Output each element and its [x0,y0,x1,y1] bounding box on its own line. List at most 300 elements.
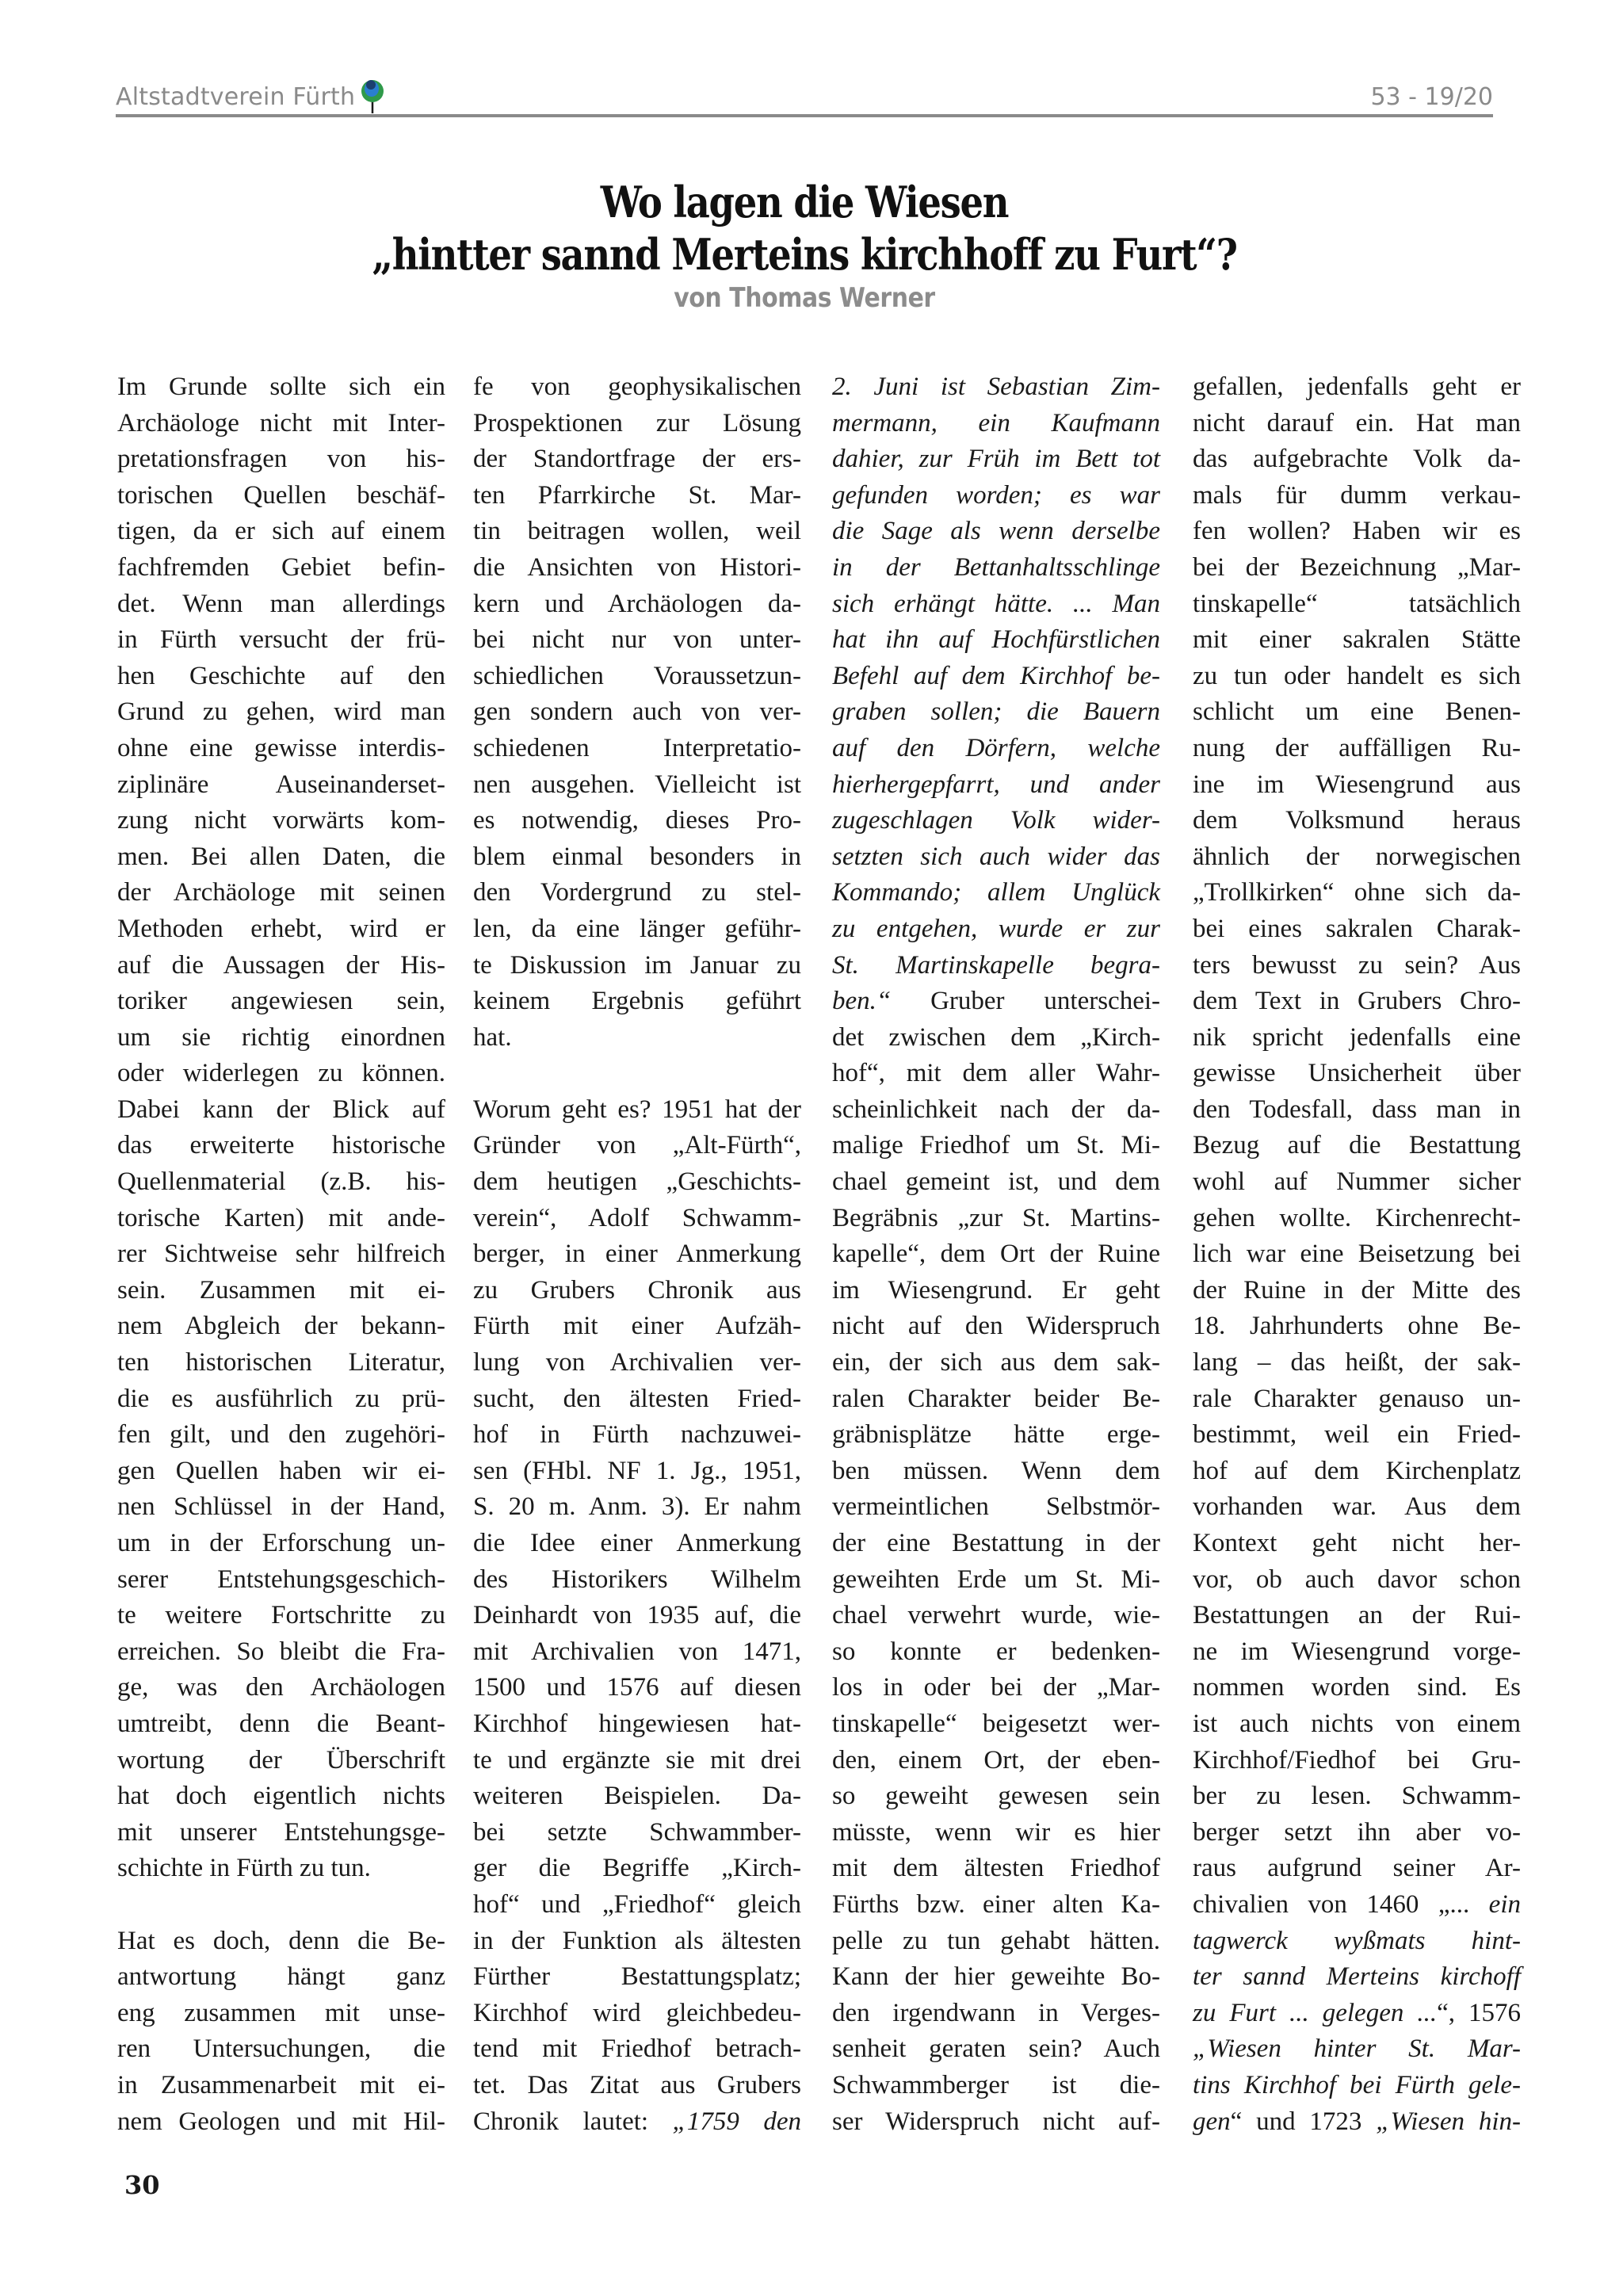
body-text: „Trollkirken“ ohne sich da- [1193,878,1521,907]
body-text: fe von geophysikalischen [473,372,801,401]
body-text: erreichen. So bleibt die Fra- [117,1637,445,1666]
body-text: gehen wollte. Kirchenrecht- [1193,1203,1521,1232]
text-line [473,2068,801,2104]
body-text: gen sondern auch von ver- [473,697,801,727]
body-text: müsste, wenn wir es hier [832,1817,1160,1847]
text-line [473,875,801,911]
body-text: geweihten Erde um St. Mi- [832,1564,1160,1594]
body-text: los in oder bei der „Mar- [832,1673,1160,1702]
text-line [473,1273,801,1309]
text-line [1193,1308,1521,1345]
quote-text: ter sannd Merteins kirchoff [1193,1962,1521,1992]
body-text: Grund zu gehen, wird man [117,697,445,727]
body-text: zu tun oder handelt es sich [1193,661,1521,690]
body-text: antwortung hängt ganz [117,1962,445,1992]
text-line [117,948,445,984]
body-text: berger setzt ihn aber vo- [1193,1817,1521,1847]
body-text: Chronik lautet: [473,2107,673,2136]
text-line [117,659,445,695]
body-text: in Fürth versucht der frü- [117,625,445,655]
text-line [473,550,801,586]
body-text: torische Karten) mit ande- [117,1203,445,1232]
body-text: scheinlichkeit nach der da- [832,1095,1160,1124]
text-line [473,586,801,623]
body-text: Quellenmaterial (z.B. his- [117,1167,445,1197]
body-text: das aufgebrachte Volk da- [1193,445,1521,474]
text-line [1193,1670,1521,1706]
quote-text: in der Bettanhaltsschlinge [832,552,1160,582]
quote-text: zugeschlagen Volk wider- [832,806,1160,835]
body-text: der Ruine in der Mitte des [1193,1275,1521,1305]
quote-text: die Sage als wenn derselbe [832,517,1160,546]
text-line [832,1381,1160,1418]
body-text: rer Sichtweise sehr hilfreich [117,1240,445,1269]
quote-text: St. Martinskapelle begra- [832,950,1160,980]
body-text: nicht darauf ein. Hat man [1193,408,1521,437]
text-line [117,1562,445,1599]
text-line [1193,622,1521,659]
body-text: serer Entstehungsgeschich- [117,1564,445,1594]
quote-text: zu entgehen, wurde er zur [832,914,1160,943]
body-text: lung von Archivalien ver- [473,1348,801,1377]
quote-text: graben sollen; die Bauern [832,697,1160,727]
text-line [832,1345,1160,1381]
text-line [832,803,1160,839]
text-line [473,1128,801,1164]
quote-text: hat ihn auf Hochfürstlichen [832,625,1160,655]
text-line [473,1924,801,1960]
body-text: bei eines sakralen Charak- [1193,914,1521,943]
body-text: Begräbnis „zur St. Martins- [832,1203,1160,1232]
text-line [117,586,445,623]
text-line [832,984,1160,1020]
quote-text: 2. Juni ist Sebastian Zim- [832,372,1160,401]
text-line [117,2104,445,2141]
running-header [116,70,1493,117]
text-line [1193,875,1521,911]
body-text: um sie richtig einordnen [117,1022,445,1052]
text-line [1193,1562,1521,1599]
text-line [1193,1381,1521,1418]
body-text: in Zusammenarbeit mit ei- [117,2070,445,2099]
body-text: dem Volksmund heraus [1193,806,1521,835]
body-text: dem Text in Grubers Chro- [1193,987,1521,1016]
text-line [832,1308,1160,1345]
text-line [117,1670,445,1706]
quote-text: auf den Dörfern, welche [832,733,1160,762]
body-text: Fürth mit einer Aufzäh- [473,1312,801,1341]
body-text: die Idee einer Anmerkung [473,1529,801,1557]
text-line [473,1634,801,1671]
text-line [117,1236,445,1273]
text-line [832,478,1160,514]
body-text: Bestattungen an der Rui- [1193,1601,1521,1630]
body-text: wortung der Überschrift [117,1745,445,1775]
text-line [473,731,801,767]
body-text: auf die Aussagen der His- [117,950,445,980]
text-line [1193,911,1521,948]
body-text: Kirchhof wird gleichbedeu- [473,1998,801,2027]
quote-text: ein [1488,1889,1521,1919]
text-column-2 [473,369,801,2140]
text-line [832,1056,1160,1092]
body-text: rale Charakter genauso un- [1193,1384,1521,1413]
body-text: hof“, mit dem aller Wahr- [832,1059,1160,1088]
body-text: tinskapelle“ beigesetzt wer- [832,1709,1160,1738]
body-text: nen ausgehen. Vielleicht ist [473,770,801,799]
text-line [1193,1598,1521,1634]
body-text: schiedenen Interpretatio- [473,733,801,762]
body-text: hen Geschichte auf den [117,661,445,690]
text-line [832,1236,1160,1273]
body-text: Im Grunde sollte sich ein [117,372,445,401]
text-line [473,1092,801,1129]
body-text: “, 1576 [1437,1998,1522,2027]
text-column-3 [832,369,1160,2140]
text-line [1193,550,1521,586]
body-text: 1500 und 1576 auf diesen [473,1673,801,1702]
text-line [117,1778,445,1815]
text-line [473,767,801,804]
body-text: lich war eine Beisetzung bei [1193,1240,1521,1269]
text-line [117,1706,445,1743]
body-text: tet. Das Zitat aus Grubers [473,2070,801,2099]
body-text: det. Wenn man allerdings [117,589,445,618]
text-line [1193,1634,1521,1671]
body-text: ne im Wiesengrund vorge- [1193,1637,1521,1666]
body-text: gräbnisplätze hätte erge- [832,1420,1160,1450]
text-line [117,1417,445,1454]
body-text: ohne eine gewisse interdis- [117,733,445,762]
body-text: bei der Bezeichnung „Mar- [1193,552,1521,582]
text-line [117,1815,445,1851]
text-column-1 [117,369,445,2140]
text-line [832,1164,1160,1201]
issue-number: 53 - 19/20 [1370,83,1493,111]
body-text: te Diskussion im Januar zu [473,950,801,980]
body-text: Schwammberger ist die- [832,2070,1160,2099]
body-text: Fürths bzw. einer alten Ka- [832,1889,1160,1919]
text-line [473,1851,801,1887]
text-line [473,839,801,876]
text-line [832,1454,1160,1490]
text-line [832,514,1160,550]
body-text: hat. [473,1022,512,1052]
text-line [117,911,445,948]
body-text: fen gilt, und den zugehöri- [117,1420,445,1450]
text-line [473,1670,801,1706]
quote-text: sich erhängt hätte. ... Man [832,589,1160,618]
text-line [1193,2068,1521,2104]
text-line [1193,1959,1521,1996]
body-text: nicht auf den Widerspruch [832,1312,1160,1341]
body-text: den Vordergrund zu stel- [473,878,801,907]
body-text: ähnlich der norwegischen [1193,842,1521,871]
text-line [473,1887,801,1924]
text-line [473,1706,801,1743]
body-text: Fürther Bestattungsplatz; [473,1962,801,1992]
text-line [473,1201,801,1237]
text-column-4 [1193,369,1521,2140]
text-line [117,1308,445,1345]
body-text: ein, der sich aus dem sak- [832,1348,1160,1377]
text-line [832,1778,1160,1815]
text-line [1193,1201,1521,1237]
body-text: raus aufgrund seiner Ar- [1193,1854,1521,1883]
text-line [1193,1345,1521,1381]
text-line [832,1128,1160,1164]
text-line [117,478,445,514]
body-text: gen Quellen haben wir ei- [117,1456,445,1485]
text-line [117,1851,445,1887]
body-text: te weitere Fortschritte zu [117,1601,445,1630]
body-text: mit unserer Entstehungsge- [117,1817,445,1847]
body-text: ist auch nichts von einem [1193,1709,1521,1738]
body-text: tigen, da er sich auf einem [117,517,445,546]
text-line [473,1308,801,1345]
body-text: ren Untersuchungen, die [117,2034,445,2064]
body-text: ziplinäre Auseinanderset- [117,770,445,799]
text-line [1193,586,1521,623]
text-line [1193,1887,1521,1924]
body-text: Bezug auf die Bestattung [1193,1131,1521,1160]
text-line [1193,441,1521,478]
text-line [473,1959,801,1996]
body-text: Archäologe nicht mit Inter- [117,408,445,437]
body-text: toriker angewiesen sein, [117,987,445,1016]
text-line [832,1526,1160,1562]
text-line [473,2104,801,2141]
text-line [117,767,445,804]
text-line [1193,694,1521,731]
text-line [473,984,801,1020]
body-text: vorhanden war. Aus dem [1193,1492,1521,1522]
text-line [832,911,1160,948]
body-text: nung der auffälligen Ru- [1193,733,1521,762]
text-line [473,1526,801,1562]
text-line [117,1924,445,1960]
body-text: ten Pfarrkirche St. Mar- [473,480,801,510]
text-line [1193,1743,1521,1779]
body-text: kapelle“, dem Ort der Ruine [832,1240,1160,1269]
body-text: nik spricht jedenfalls eine [1193,1022,1521,1052]
quote-text: Kommando; allem Unglück [832,878,1160,907]
text-line [832,948,1160,984]
body-text: senheit geraten sein? Auch [832,2034,1160,2064]
text-line [832,1417,1160,1454]
text-line [832,1489,1160,1526]
body-text: im Wiesengrund. Er geht [832,1275,1160,1305]
paragraph-gap [117,1887,445,1924]
body-text: ten historischen Literatur, [117,1348,445,1377]
body-text: Prospektionen zur Lösung [473,408,801,437]
text-line [832,1634,1160,1671]
text-line [117,1454,445,1490]
quote-text: gefunden worden; es war [832,480,1160,510]
text-line [473,622,801,659]
quote-text: tagwerck wyßmats hint- [1193,1926,1521,1955]
body-text: ters bewusst zu sein? Aus [1193,950,1521,980]
body-text: zu Grubers Chronik aus [473,1275,801,1305]
body-text: ine im Wiesengrund aus [1193,770,1521,799]
text-line [473,1164,801,1201]
article-author: von Thomas Werner [674,282,935,314]
body-text: ber zu lesen. Schwamm- [1193,1782,1521,1811]
text-line [832,767,1160,804]
text-line [473,1598,801,1634]
text-line [1193,767,1521,804]
publication-label: Altstadtverein Fürth [116,83,356,111]
text-line [1193,1851,1521,1887]
text-line [832,1670,1160,1706]
body-text: 18. Jahrhunderts ohne Be- [1193,1312,1521,1341]
body-text: Dabei kann der Blick auf [117,1095,445,1124]
text-line [832,839,1160,876]
text-line [1193,948,1521,984]
body-text: det zwischen dem „Kirch- [832,1022,1160,1052]
text-line [117,2031,445,2068]
quote-text: ben.“ [832,987,892,1016]
text-line [1193,803,1521,839]
text-line [1193,1996,1521,2032]
text-line [473,948,801,984]
text-line [473,514,801,550]
body-text: blem einmal besonders in [473,842,801,871]
text-line [473,694,801,731]
body-text: nen Schlüssel in der Hand, [117,1492,445,1522]
body-text: Deinhardt von 1935 auf, die [473,1601,801,1630]
body-text: Gruber unterschei- [891,987,1160,1016]
article-title-line-1: Wo lagen die Wiesen [600,177,1009,227]
body-text: Methoden erhebt, wird er [117,914,445,943]
text-line [832,2031,1160,2068]
body-text: der Archäologe mit seinen [117,878,445,907]
body-text: so konnte er bedenken- [832,1637,1160,1666]
text-line [832,1959,1160,1996]
quote-text: hierhergepfarrt, und ander [832,770,1160,799]
body-text: ser Widerspruch nicht auf- [832,2107,1160,2136]
body-text: der eine Bestattung in der [832,1529,1160,1557]
text-line [1193,406,1521,442]
text-line [832,369,1160,406]
body-text: so geweiht gewesen sein [832,1782,1160,1811]
quote-text: „Wiesen hinter St. Mar- [1193,2034,1521,2064]
text-line [473,1489,801,1526]
text-line [473,1778,801,1815]
text-line [1193,1924,1521,1960]
body-text: berger, in einer Anmerkung [473,1240,801,1269]
text-line [832,731,1160,767]
quote-text: „Wiesen hin- [1376,2107,1522,2136]
publication-name [116,79,387,111]
text-line [117,875,445,911]
body-text: in der Funktion als ältesten [473,1926,801,1955]
body-text: hof“ und „Friedhof“ gleich [473,1889,801,1919]
body-text: tinskapelle“ tatsächlich [1193,589,1521,618]
text-line [1193,478,1521,514]
text-line [1193,1706,1521,1743]
body-text: sucht, den ältesten Fried- [473,1384,801,1413]
text-line [473,1381,801,1418]
text-line [1193,1092,1521,1129]
body-text: bestimmt, weil ein Fried- [1193,1420,1521,1450]
text-line [473,441,801,478]
text-line [1193,839,1521,876]
text-line [473,803,801,839]
text-line [473,1562,801,1599]
body-text: hof in Fürth nachzuwei- [473,1420,801,1450]
text-line [473,659,801,695]
text-line [117,406,445,442]
body-text: vermeintlichen Selbstmör- [832,1492,1160,1522]
body-text: Gründer von „Alt-Fürth“, [473,1131,801,1160]
text-line [832,1706,1160,1743]
text-line [473,369,801,406]
text-line [832,1851,1160,1887]
body-text: schlicht um eine Benen- [1193,697,1521,727]
text-line [473,1417,801,1454]
text-line [117,1743,445,1779]
body-text: um in der Erforschung un- [117,1529,445,1557]
text-line [1193,1526,1521,1562]
body-text: hof auf dem Kirchenplatz [1193,1456,1521,1485]
text-line [473,478,801,514]
text-line [832,1598,1160,1634]
quote-text: dahier, zur Früh im Bett tot [832,445,1160,474]
article-heading [116,176,1493,314]
body-text: malige Friedhof um St. Mi- [832,1131,1160,1160]
text-line [473,406,801,442]
text-line [117,1056,445,1092]
text-line [832,622,1160,659]
quote-text: Befehl auf dem Kirchhof be- [832,661,1160,690]
text-line [1193,369,1521,406]
text-line [1193,1020,1521,1056]
text-line [117,1959,445,1996]
quote-text: mermann, ein Kaufmann [832,408,1160,437]
text-line [1193,1417,1521,1454]
body-text: Kontext geht nicht her- [1193,1529,1521,1557]
body-text: Kann der hier geweihte Bo- [832,1962,1160,1992]
text-line [473,1020,801,1056]
text-line [117,839,445,876]
body-text: dem heutigen „Geschichts- [473,1167,801,1197]
body-text: mit einer sakralen Stätte [1193,625,1521,655]
body-text: chael gemeint ist, und dem [832,1167,1160,1197]
body-text: vor, ob auch davor schon [1193,1564,1521,1594]
text-line [832,659,1160,695]
body-text: Kirchhof/Fiedhof bei Gru- [1193,1745,1521,1775]
text-line [117,694,445,731]
text-line [1193,1236,1521,1273]
text-line [1193,1815,1521,1851]
text-line [117,803,445,839]
text-line [117,1634,445,1671]
body-text: men. Bei allen Daten, die [117,842,445,871]
text-line [473,911,801,948]
text-line [1193,1273,1521,1309]
text-line [832,550,1160,586]
body-text: sein. Zusammen mit ei- [117,1275,445,1305]
text-line [117,1164,445,1201]
text-line [832,1743,1160,1779]
body-text: Worum geht es? 1951 hat der [473,1095,801,1124]
text-line [832,1020,1160,1056]
text-line [1193,2031,1521,2068]
body-text: den, einem Ort, der eben- [832,1745,1160,1775]
body-text: mals für dumm verkau- [1193,480,1521,510]
body-text: nommen worden sind. Es [1193,1673,1521,1702]
